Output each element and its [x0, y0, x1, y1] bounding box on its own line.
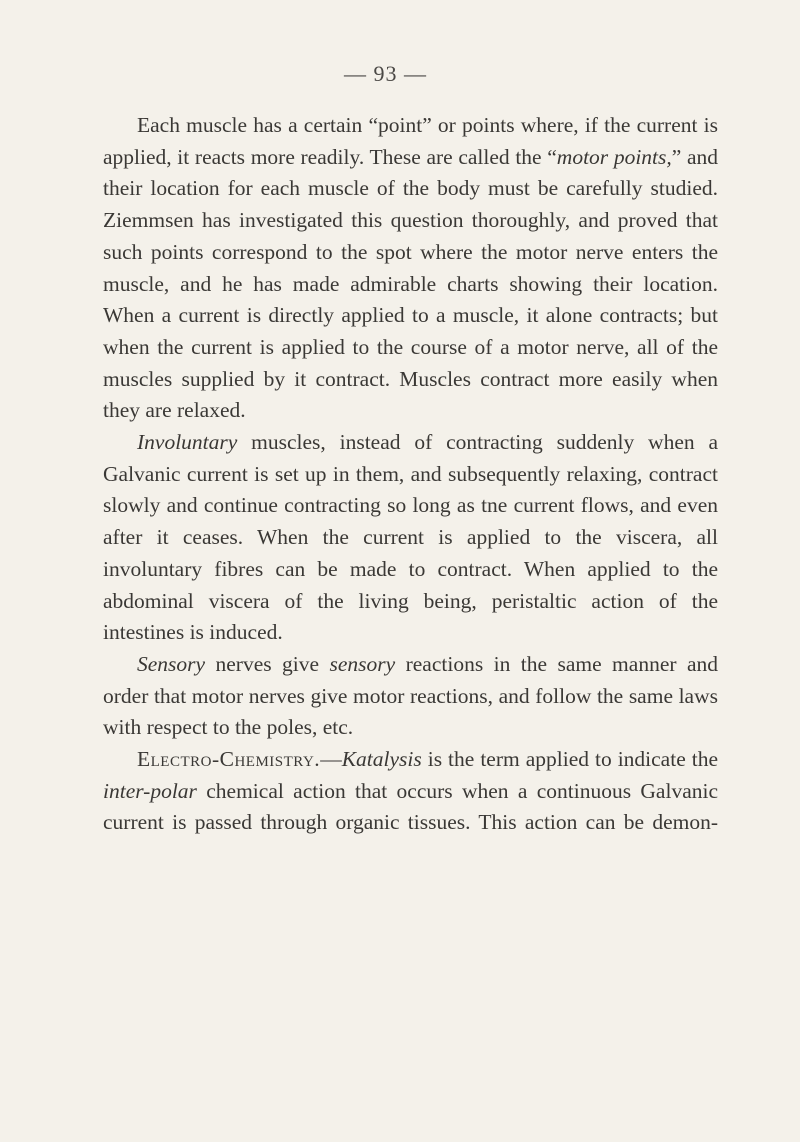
text-run: nerves give [205, 651, 330, 676]
italic-term-involuntary: Involuntary [137, 430, 238, 455]
text-run: chemical action that occurs when a continuous Galvanic current is passed through organic tissues. This action can be demon- [103, 778, 718, 835]
page-number: — 93 — [344, 61, 427, 86]
section-heading-electro-chemistry: Electro-Chemistry. [137, 747, 321, 772]
italic-term-inter-polar: inter-polar [103, 778, 197, 803]
text-run: is the term applied to indicate the [421, 747, 718, 772]
italic-term-motor-points: motor points, [556, 144, 672, 169]
book-page [103, 56, 718, 839]
text-run: ” and their location for each muscle of the body must be carefully studied. Ziemmsen has investigated this question thoroughly, and proved that such points correspond to the spot where the motor nerve enters the muscle, and he has made admirable charts showing their location. When a current is directly applied to a muscle, it alone contracts; but when the current is applied to the course of a motor nerve, all of the muscles supplied by it contract. Muscles contract more easily when they are relaxed. [103, 144, 719, 423]
paragraph-electro-chemistry [103, 744, 718, 839]
paragraph-motor-points [103, 110, 718, 427]
italic-term-sensory-2: sensory [329, 651, 396, 676]
text-run: — [320, 747, 342, 772]
text-run: muscles, instead of contracting suddenly when a Galvanic current is set up in them, and subsequently relaxing, contract slowly and continue contracting so long as tne current flows, and even after it ceases. When the current is applied to the viscera, all involuntary fibres can be made to contract. When applied to the abdominal viscera of the living being, peristaltic action of the intestines is induced. [103, 430, 718, 645]
text-run: Each muscle has a certain “point” or points where, if the current is applied, it reacts more readily. These are called the “ [103, 113, 718, 169]
italic-term-sensory: Sensory [137, 651, 206, 676]
italic-term-katalysis: Katalysis [341, 747, 422, 772]
paragraph-sensory [103, 649, 718, 744]
paragraph-involuntary [103, 427, 718, 649]
text-run: reactions in the same manner and order that motor nerves give motor reactions, and follow the same laws with respect to the poles, etc. [103, 651, 718, 740]
